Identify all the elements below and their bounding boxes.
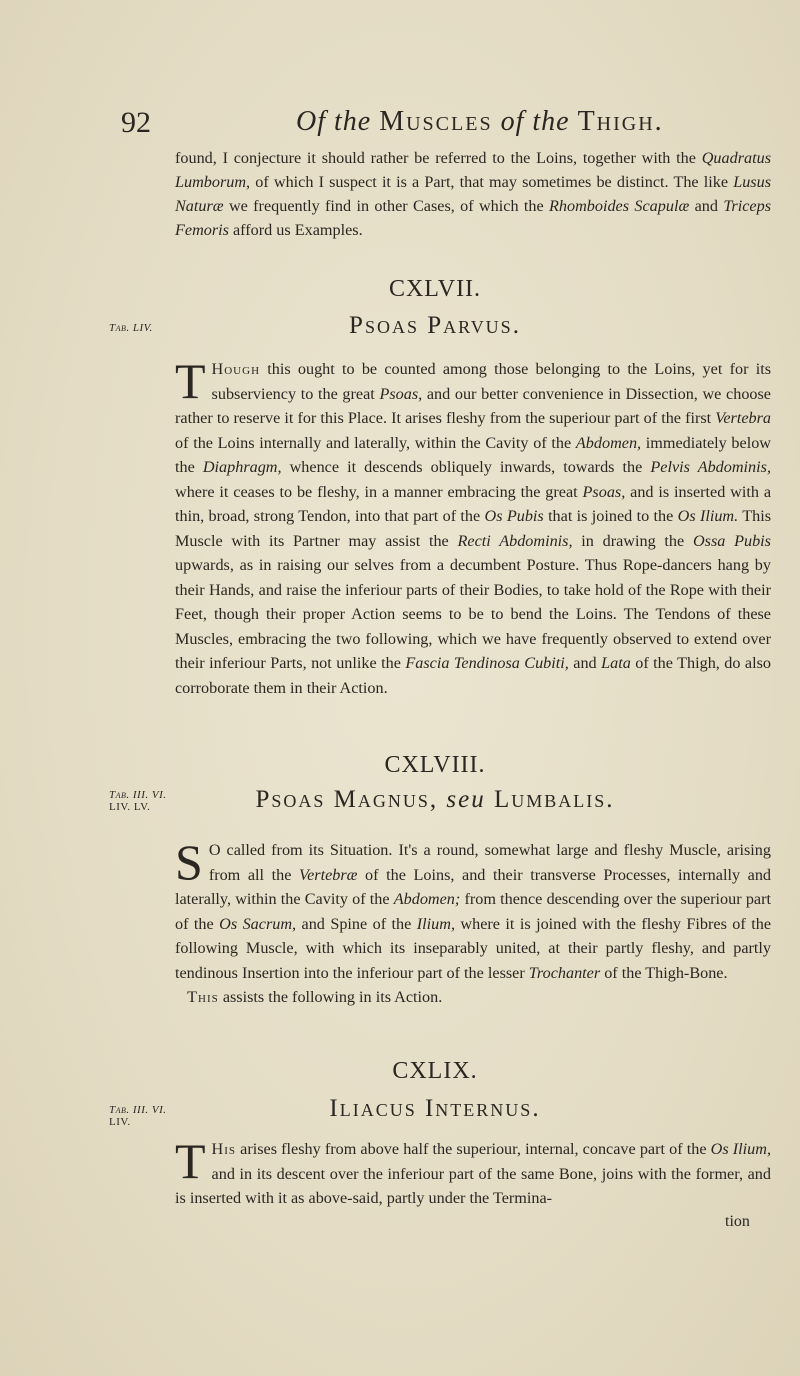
paragraph-iliacus-internus: T His arises fleshy from above half the superiour, internal, concave part of the Os Ilium, and in its descent over the inferiour part of the same Bone, joins with the former, and is inserted with it as above-said, partly under the Termina- bbox=[175, 1133, 771, 1207]
running-head-of-the-2: of the bbox=[500, 106, 570, 137]
running-head-of-the: Of the bbox=[296, 106, 372, 137]
plate-reference-149: Tab. III. VI. LIV. bbox=[109, 1104, 167, 1128]
running-head-thigh: Thigh. bbox=[577, 106, 664, 137]
plate-reference-148: Tab. III. VI. LIV. LV. bbox=[109, 789, 167, 813]
section-numeral-148: CXLVIII. bbox=[384, 752, 486, 778]
section-title-psoas-parvus: Psoas Parvus. bbox=[349, 312, 521, 339]
running-head bbox=[296, 106, 664, 138]
section-numeral-147: CXLVII. bbox=[388, 276, 482, 302]
section-numeral-149: CXLIX. bbox=[392, 1058, 478, 1084]
drop-cap: T bbox=[175, 1133, 206, 1189]
section-title-psoas-magnus: Psoas Magnus, seu Lumbalis. bbox=[255, 786, 615, 813]
intro-paragraph: found, I conjecture it should rather be referred to the Loins, together with the Quadratus Lumborum, of which I suspect it is a Part, that may sometimes be distinct. The like Lusus Naturæ we frequently find in other Cases, of which the Rhomboides Scapulæ and Triceps Femoris afford us Examples. bbox=[175, 149, 771, 239]
plate-reference-147: Tab. LIV. bbox=[109, 322, 153, 334]
paragraph-psoas-magnus: S O called from its Situation. It's a round, somewhat large and fleshy Muscle, arising from all the Vertebræ of the Loins, and their transverse Processes, internally and laterally, within the Cavity of the Abdomen; from thence descending over the superiour part of the Os Sacrum, and Spine of the Ilium, where it is joined with the fleshy Fibres of the following Muscle, with which its inseparably united, at their partly fleshy, and partly tendinous Insertion into the inferiour part of the lesser Trochanter of the Thigh-Bone. This assists the following in its Action. bbox=[175, 834, 772, 1006]
section-title-iliacus-internus: Iliacus Internus. bbox=[329, 1095, 541, 1122]
drop-cap: T bbox=[175, 353, 206, 409]
running-head-muscles: Muscles bbox=[379, 106, 493, 137]
page-header bbox=[0, 106, 800, 146]
catchword: tion bbox=[725, 1213, 750, 1230]
paragraph-psoas-parvus: T Hough this ought to be counted among those belonging to the Loins, yet for its subserviency to the great Psoas, and our better convenience in Dissection, we choose rather to reserve it for this Place. It arises fleshy from the superiour part of the first Vertebra of the Loins internally and laterally, within the Cavity of the Abdomen, immediately below the Diaphragm, whence it descends obliquely inwards, towards the Pelvis Abdominis, where it ceases to be fleshy, in a manner embracing the great Psoas, and is inserted with a thin, broad, strong Tendon, into that part of the Os Pubis that is joined to the Os Ilium. This Muscle with its Partner may assist the Recti Abdominis, in drawing the Ossa Pubis upwards, as in raising our selves from a decumbent Posture. Thus Rope-dancers hang by their Hands, and raise the inferiour parts of their Bodies, to take hold of the Rope with their Feet, though their proper Action seems to be to bend the Loins. The Tendons of these Muscles, embracing the two following, which we have frequently observed to extend over their inferiour Parts, not unlike the Fascia Tendinosa Cubiti, and Lata of the Thigh, do also corroborate them in their Action. bbox=[175, 353, 772, 697]
page-number: 92 bbox=[121, 106, 151, 139]
drop-cap: S bbox=[175, 834, 203, 890]
